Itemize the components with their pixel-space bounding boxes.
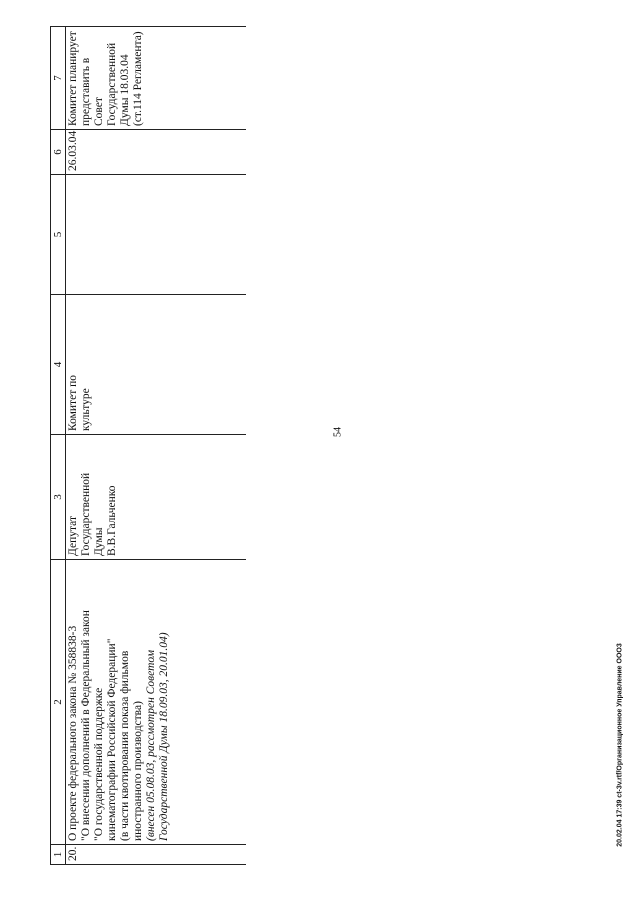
bill-title-cell — [66, 560, 246, 845]
column-header-5: 5 — [51, 175, 66, 295]
document-footer: 20.02.04 17:39 ct-3v.rtf/Организационное Управление ООО3 — [616, 643, 624, 847]
bill-title-line: "О государственной поддержке — [93, 687, 105, 841]
bill-note-line: (внесен 05.08.03, рассмотрен Советом — [145, 649, 157, 841]
column-header-6: 6 — [51, 130, 66, 175]
date-cell: 26.03.04 — [66, 130, 246, 175]
document-table-sheet — [50, 27, 250, 865]
column-header-2: 2 — [51, 560, 66, 845]
column-header-1: 1 — [51, 845, 66, 865]
column-header-7: 7 — [51, 27, 66, 130]
bill-title-line: кинематографии Российской Федерации" — [106, 638, 118, 841]
plan-line: Думы 18.03.04 — [119, 54, 131, 126]
bill-note-line: Государственной Думы 18.09.03, 20.01.04) — [158, 632, 170, 841]
committee-line: культуре — [80, 388, 92, 431]
committee-line: Комитет по — [67, 375, 79, 431]
bill-title-line: иностранного производства) — [132, 701, 144, 841]
author-line: В.В.Гальченко — [106, 485, 118, 556]
plan-line: (ст.114 Регламента) — [132, 31, 144, 126]
author-line: Депутат — [67, 516, 79, 556]
bill-title-line: О проекте федерального закона № 358838-3 — [67, 625, 79, 841]
bills-table — [50, 26, 246, 865]
author-line: Государственной — [80, 472, 92, 556]
plan-line: Государственной — [106, 42, 118, 126]
column-header-4: 4 — [51, 295, 66, 435]
plan-cell — [66, 27, 246, 130]
author-line: Думы — [93, 527, 105, 556]
table-row — [66, 27, 246, 865]
row-number: 20. — [66, 845, 246, 865]
plan-line: представить в Совет — [80, 57, 105, 126]
plan-line: Комитет планирует — [67, 31, 79, 126]
committee-cell — [66, 295, 246, 435]
column-header-3: 3 — [51, 435, 66, 560]
bill-title-line: (в части квотирования показа фильмов — [119, 650, 131, 841]
bill-title-line: "О внесении дополнений в Федеральный закон — [80, 610, 92, 841]
table-header-row — [51, 27, 66, 865]
page-number: 54 — [332, 427, 344, 437]
column-5-cell — [66, 175, 246, 295]
author-cell — [66, 435, 246, 560]
